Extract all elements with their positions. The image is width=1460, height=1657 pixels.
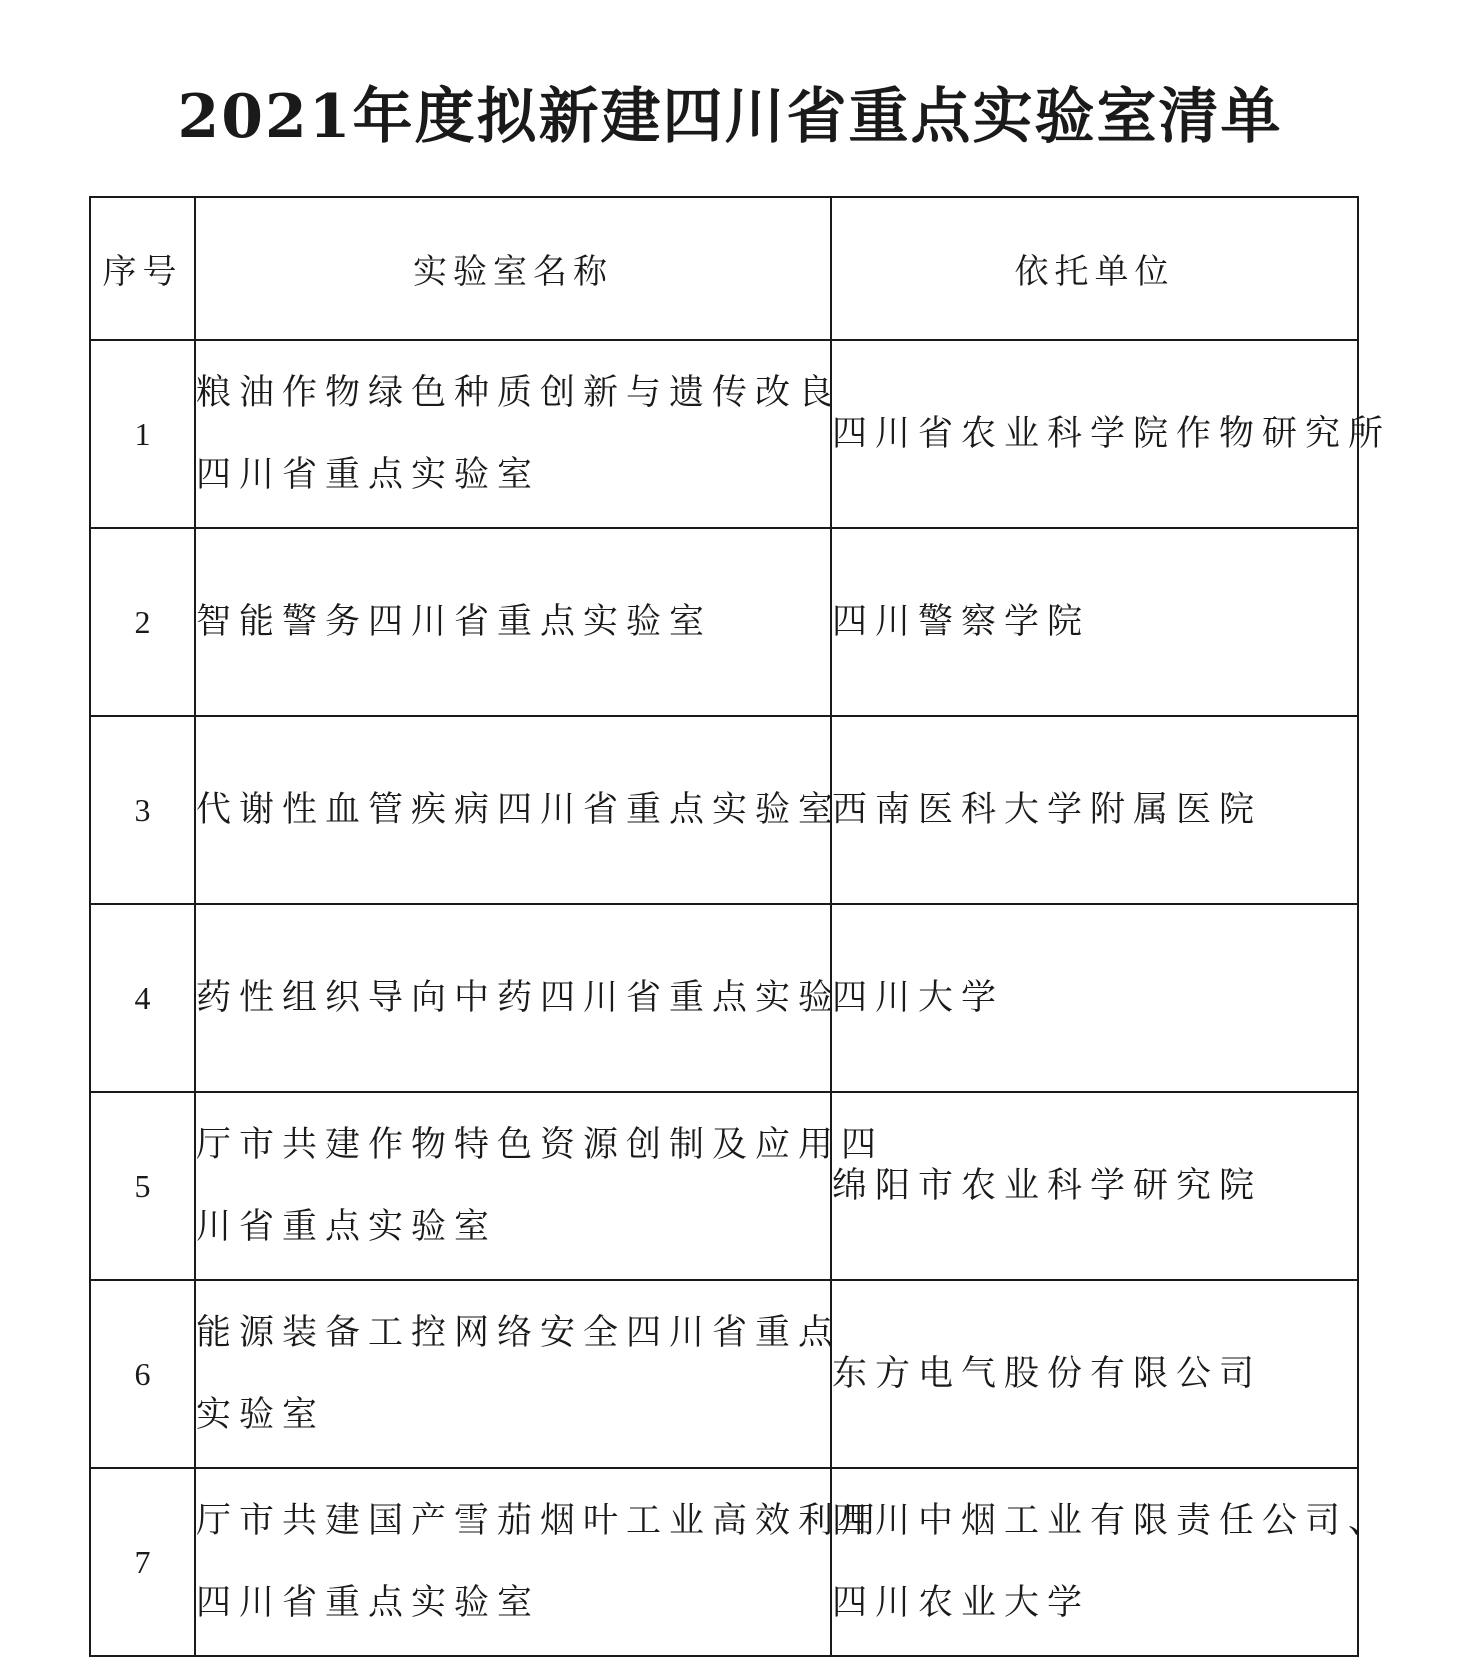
host-unit-line: 四川大学 — [832, 978, 1005, 1018]
document-title: 2021年度拟新建四川省重点实验室清单 — [177, 82, 1283, 152]
host-unit-line: 四川省农业科学院作物研究所 — [832, 414, 1392, 454]
host-unit-cell — [831, 1280, 1358, 1468]
host-unit-line: 绵阳市农业科学研究院 — [832, 1166, 1263, 1206]
lab-name-line: 四川省重点实验室 — [196, 1583, 541, 1623]
lab-name-cell — [195, 1280, 842, 1468]
table-row — [90, 904, 1358, 1092]
lab-name-line: 四川省重点实验室 — [196, 455, 541, 495]
serial-number-cell: 5 — [90, 1092, 195, 1280]
serial-number-cell: 7 — [90, 1468, 195, 1656]
table-header-row — [90, 197, 1358, 340]
lab-name-line: 川省重点实验室 — [196, 1207, 498, 1247]
header-lab-name: 实验室名称 — [195, 197, 831, 340]
host-unit-line: 四川中烟工业有限责任公司、 — [832, 1501, 1392, 1541]
serial-number-cell: 4 — [90, 904, 195, 1092]
table-row — [90, 1280, 1358, 1468]
host-unit-line: 东方电气股份有限公司 — [832, 1354, 1263, 1394]
host-unit-cell — [831, 1092, 1358, 1280]
lab-name-cell — [195, 1468, 885, 1656]
header-host-unit: 依托单位 — [831, 197, 1358, 340]
lab-name-line: 实验室 — [196, 1395, 326, 1435]
host-unit-line: 四川农业大学 — [832, 1583, 1091, 1623]
lab-name-line: 厅市共建国产雪茄烟叶工业高效利用 — [196, 1501, 885, 1541]
serial-number-cell: 3 — [90, 716, 195, 904]
host-unit-cell — [831, 716, 1358, 904]
header-serial-number: 序号 — [90, 197, 195, 340]
lab-name-cell — [195, 340, 842, 528]
table-row — [90, 1092, 1358, 1280]
serial-number-cell: 1 — [90, 340, 195, 528]
table-row — [90, 528, 1358, 716]
host-unit-cell — [831, 904, 1358, 1092]
host-unit-cell — [831, 1468, 1392, 1656]
lab-name-line: 智能警务四川省重点实验室 — [196, 602, 713, 642]
lab-name-line: 粮油作物绿色种质创新与遗传改良 — [196, 373, 842, 413]
lab-name-cell — [195, 1092, 885, 1280]
host-unit-line: 四川警察学院 — [832, 602, 1091, 642]
lab-name-cell — [195, 528, 831, 716]
host-unit-cell — [831, 340, 1392, 528]
host-unit-cell — [831, 528, 1358, 716]
lab-name-cell — [195, 904, 842, 1092]
lab-name-line: 能源装备工控网络安全四川省重点 — [196, 1313, 842, 1353]
table-row — [90, 1468, 1358, 1656]
lab-list-table — [89, 196, 1392, 1657]
lab-name-line: 药性组织导向中药四川省重点实验 — [196, 978, 842, 1018]
serial-number-cell: 6 — [90, 1280, 195, 1468]
serial-number-cell: 2 — [90, 528, 195, 716]
host-unit-line: 西南医科大学附属医院 — [832, 790, 1263, 830]
lab-name-line: 厅市共建作物特色资源创制及应用四 — [196, 1125, 885, 1165]
table-row — [90, 716, 1358, 904]
table-row — [90, 340, 1358, 528]
lab-name-line: 代谢性血管疾病四川省重点实验室 — [196, 790, 842, 830]
lab-name-cell — [195, 716, 842, 904]
